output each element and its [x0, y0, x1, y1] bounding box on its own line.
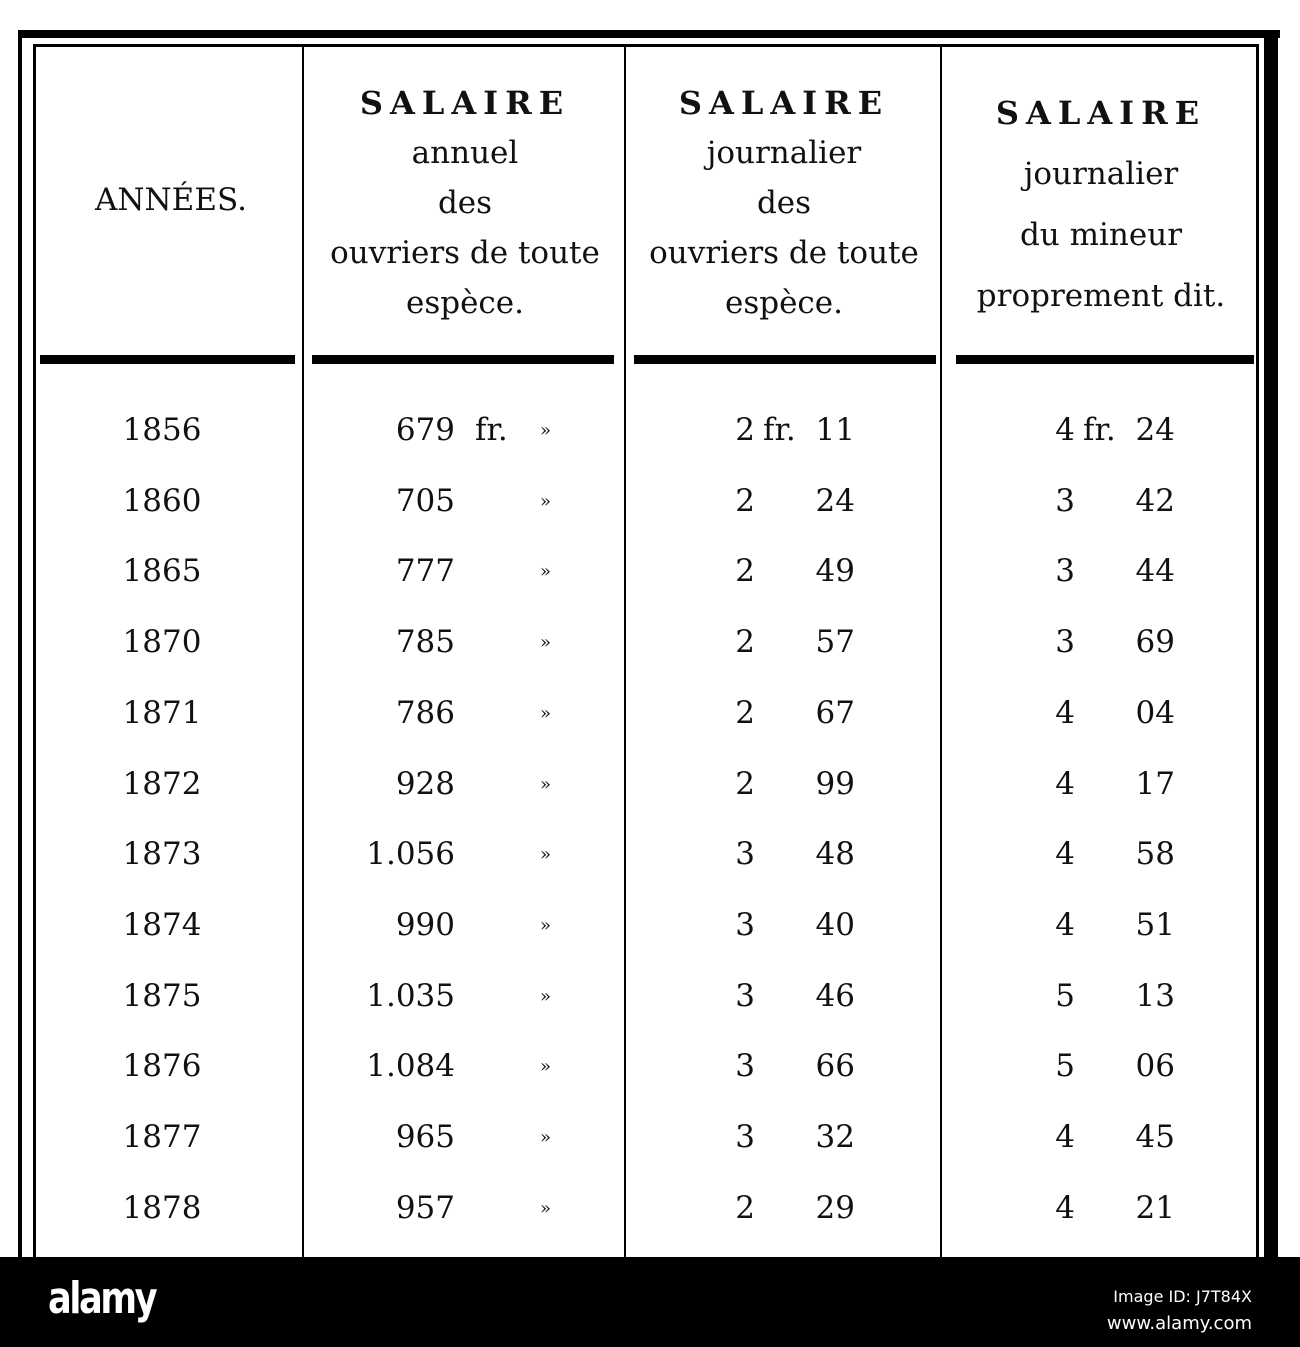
- ditto-mark: »: [540, 490, 552, 512]
- frame-border: [18, 30, 1280, 38]
- year-cell: 1871: [122, 694, 202, 731]
- frame-border: [33, 44, 1259, 47]
- annual-wage-cell: 990: [395, 906, 455, 943]
- year-cell: 1873: [122, 836, 202, 873]
- daily-all-centimes: 99: [815, 765, 855, 802]
- table-row: [0, 624, 1300, 694]
- table-row: [0, 836, 1300, 906]
- daily-all-centimes: 49: [815, 553, 855, 590]
- daily-miner-centimes: 51: [1135, 906, 1175, 943]
- daily-miner-centimes: 13: [1135, 977, 1175, 1014]
- header-rule: [312, 355, 614, 364]
- column-header: [627, 78, 941, 328]
- annual-wage-cell: 777: [395, 553, 455, 590]
- column-header: [944, 83, 1258, 327]
- daily-miner-francs: 3: [1055, 482, 1075, 519]
- table-row: [0, 1119, 1300, 1189]
- daily-miner-centimes: 21: [1135, 1189, 1175, 1226]
- ditto-mark: »: [540, 420, 552, 441]
- daily-all-centimes: 48: [815, 836, 855, 873]
- daily-miner-francs: 4: [1055, 906, 1075, 943]
- header-line: journalier: [1023, 156, 1179, 192]
- header-caps: SALAIRE: [359, 84, 571, 122]
- daily-all-francs: 2: [735, 553, 755, 590]
- daily-miner-francs: 4: [1055, 765, 1075, 802]
- annual-wage-cell: 679: [395, 412, 455, 448]
- daily-all-francs: 3: [735, 1119, 755, 1155]
- annual-wage-cell: 1.056: [366, 836, 455, 873]
- daily-unit: fr.: [763, 412, 796, 448]
- year-cell: 1874: [122, 906, 202, 943]
- daily-all-centimes: 46: [815, 977, 855, 1014]
- ditto-mark: »: [540, 914, 552, 936]
- table-row: [0, 553, 1300, 623]
- table-row: [0, 1048, 1300, 1118]
- daily-all-francs: 2: [735, 1189, 755, 1226]
- daily-all-centimes: 67: [815, 694, 855, 731]
- table-row: [0, 695, 1300, 765]
- daily-unit: fr.: [1083, 412, 1116, 448]
- ditto-mark: »: [540, 632, 552, 654]
- annual-wage-cell: 1.035: [366, 977, 455, 1014]
- daily-miner-francs: 4: [1055, 1189, 1075, 1226]
- site-url: www.alamy.com: [1106, 1313, 1252, 1334]
- year-cell: 1872: [122, 765, 202, 802]
- header-rule: [40, 355, 295, 364]
- daily-miner-francs: 3: [1055, 624, 1075, 661]
- daily-all-francs: 3: [735, 906, 755, 943]
- annual-wage-cell: 928: [395, 765, 455, 802]
- table-row: [0, 907, 1300, 977]
- header-line: du mineur: [1019, 217, 1183, 253]
- year-cell: 1860: [122, 482, 202, 519]
- daily-miner-centimes: 58: [1135, 836, 1175, 873]
- daily-miner-centimes: 69: [1135, 624, 1175, 661]
- daily-all-francs: 3: [735, 836, 755, 873]
- daily-miner-centimes: 04: [1135, 694, 1175, 731]
- header-line: espèce.: [724, 285, 843, 321]
- table-row: [0, 412, 1300, 482]
- ditto-mark: »: [540, 773, 552, 795]
- header-rule: [634, 355, 936, 364]
- daily-miner-francs: 5: [1055, 977, 1075, 1014]
- header-line: ouvriers de toute: [649, 235, 919, 271]
- annual-wage-cell: 965: [395, 1119, 455, 1155]
- daily-miner-centimes: 06: [1135, 1048, 1175, 1085]
- daily-miner-francs: 5: [1055, 1048, 1075, 1085]
- table-row: [0, 978, 1300, 1048]
- daily-all-francs: 2: [735, 412, 755, 448]
- annual-wage-cell: 786: [395, 694, 455, 731]
- daily-miner-francs: 4: [1055, 836, 1075, 873]
- header-line: des: [437, 185, 493, 221]
- annual-wage-cell: 785: [395, 624, 455, 661]
- annual-unit: fr.: [475, 412, 508, 448]
- daily-all-francs: 2: [735, 765, 755, 802]
- year-cell: 1875: [122, 977, 202, 1014]
- table-row: [0, 766, 1300, 836]
- year-cell: 1856: [122, 412, 202, 448]
- header-caps: SALAIRE: [995, 94, 1207, 132]
- header-line: journalier: [706, 135, 862, 171]
- ditto-mark: »: [540, 1197, 552, 1219]
- daily-all-centimes: 66: [815, 1048, 855, 1085]
- alamy-logo: alamy: [48, 1273, 156, 1324]
- header-rule: [956, 355, 1254, 364]
- daily-miner-francs: 3: [1055, 553, 1075, 590]
- daily-miner-francs: 4: [1055, 1119, 1075, 1155]
- daily-all-francs: 2: [735, 694, 755, 731]
- daily-all-centimes: 24: [815, 482, 855, 519]
- year-cell: 1878: [122, 1189, 202, 1226]
- daily-all-francs: 3: [735, 1048, 755, 1085]
- daily-all-centimes: 29: [815, 1189, 855, 1226]
- year-cell: 1876: [122, 1048, 202, 1085]
- daily-all-centimes: 11: [815, 412, 855, 448]
- daily-miner-centimes: 42: [1135, 482, 1175, 519]
- annual-wage-cell: 1.084: [366, 1048, 455, 1085]
- daily-all-centimes: 32: [815, 1119, 855, 1155]
- year-cell: 1877: [122, 1119, 202, 1155]
- ditto-mark: »: [540, 702, 552, 724]
- image-id: Image ID: J7T84X: [1113, 1287, 1252, 1306]
- daily-all-francs: 2: [735, 482, 755, 519]
- annual-wage-cell: 957: [395, 1189, 455, 1226]
- daily-all-centimes: 57: [815, 624, 855, 661]
- column-header: [40, 175, 302, 225]
- header-line: des: [756, 185, 812, 221]
- ditto-mark: »: [540, 561, 552, 583]
- table-row: [0, 1190, 1300, 1260]
- header-caps: SALAIRE: [678, 84, 890, 122]
- ditto-mark: »: [540, 844, 552, 866]
- daily-all-francs: 2: [735, 624, 755, 661]
- header-line: espèce.: [405, 285, 524, 321]
- header-line: ouvriers de toute: [330, 235, 600, 271]
- daily-miner-centimes: 45: [1135, 1119, 1175, 1155]
- header-line: ANNÉES.: [95, 182, 247, 218]
- daily-miner-francs: 4: [1055, 694, 1075, 731]
- daily-miner-francs: 4: [1055, 412, 1075, 448]
- ditto-mark: »: [540, 985, 552, 1007]
- ditto-mark: »: [540, 1056, 552, 1078]
- column-header: [305, 78, 625, 328]
- ditto-mark: »: [540, 1127, 552, 1148]
- year-cell: 1870: [122, 624, 202, 661]
- watermark-bar: [0, 1257, 1300, 1347]
- daily-miner-centimes: 17: [1135, 765, 1175, 802]
- header-line: annuel: [411, 135, 519, 171]
- daily-all-francs: 3: [735, 977, 755, 1014]
- annual-wage-cell: 705: [395, 482, 455, 519]
- header-line: proprement dit.: [976, 278, 1226, 314]
- daily-all-centimes: 40: [815, 906, 855, 943]
- table-row: [0, 483, 1300, 553]
- year-cell: 1865: [122, 553, 202, 590]
- daily-miner-centimes: 44: [1135, 553, 1175, 590]
- daily-miner-centimes: 24: [1135, 412, 1175, 448]
